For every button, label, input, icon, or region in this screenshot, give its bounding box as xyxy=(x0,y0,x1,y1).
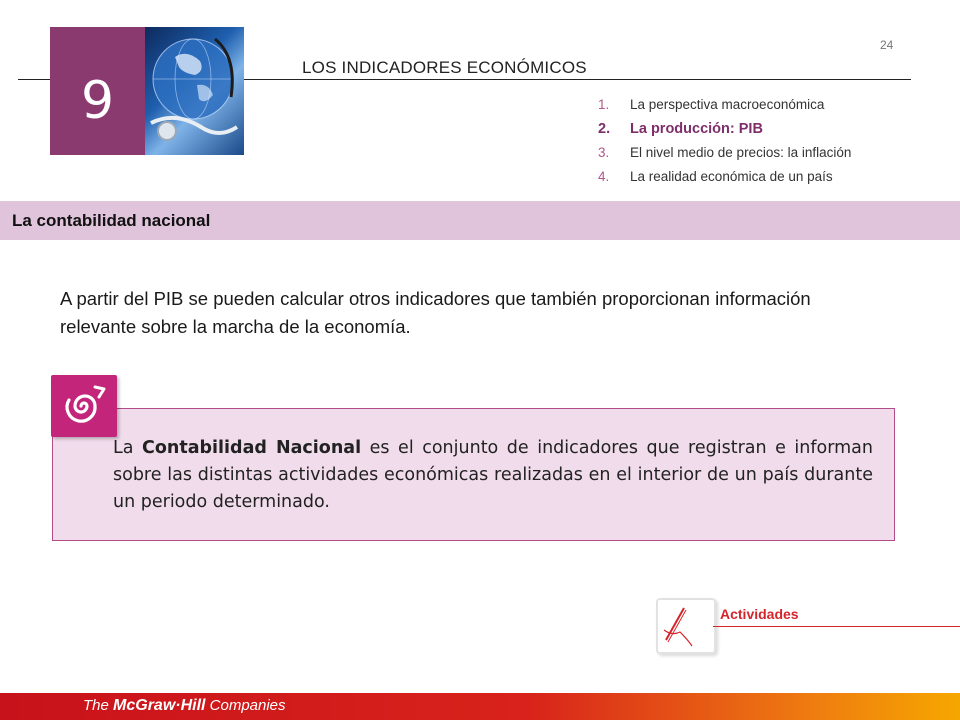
activities-link[interactable]: Actividades xyxy=(720,606,799,622)
definition-text xyxy=(113,435,873,516)
toc-item-4[interactable] xyxy=(598,166,851,190)
toc-number: 1. xyxy=(598,97,610,112)
header-rule-right xyxy=(244,79,911,80)
globe-stethoscope-image xyxy=(145,27,244,155)
definition-term: Contabilidad Nacional xyxy=(142,438,362,458)
chapter-title: LOS INDICADORES ECONÓMICOS xyxy=(302,58,587,77)
brand-name: McGraw·Hill xyxy=(113,697,206,714)
brand-suffix: Companies xyxy=(205,697,286,714)
intro-paragraph: A partir del PIB se pueden calcular otros indicadores que también proporcionan información relevante sobre la marcha de la economía. xyxy=(60,288,811,337)
toc-item-2-active[interactable] xyxy=(598,118,851,142)
toc-number: 2. xyxy=(598,121,611,137)
toc-label: El nivel medio de precios: la inflación xyxy=(630,145,852,160)
definition-body: es el conjunto de indicadores que registran e informan sobre las distintas actividades económicas realizadas en el interior de un país durante un periodo determinado. xyxy=(113,438,873,512)
toc-item-1[interactable] xyxy=(598,94,851,118)
toc-label: La realidad económica de un país xyxy=(630,169,833,184)
chapter-number: 9 xyxy=(80,71,115,131)
activities-rule xyxy=(713,626,960,627)
page-number: 24 xyxy=(880,38,894,52)
toc-label: La perspectiva macroeconómica xyxy=(630,97,825,112)
toc-number: 4. xyxy=(598,169,610,184)
chapter-contents-list xyxy=(598,94,851,190)
section-title: La contabilidad nacional xyxy=(12,211,211,230)
brand-prefix: The xyxy=(83,697,114,714)
spiral-icon xyxy=(51,375,117,437)
globe-icon xyxy=(145,27,244,155)
definition-prefix: La xyxy=(113,438,143,458)
toc-item-3[interactable] xyxy=(598,142,851,166)
footer-bar xyxy=(0,693,960,720)
publisher-logo xyxy=(83,697,286,715)
chapter-badge xyxy=(50,27,145,155)
pencil-note-icon[interactable] xyxy=(656,598,716,654)
header-rule-left xyxy=(18,79,50,80)
toc-label: La producción: PIB xyxy=(630,121,763,137)
section-header-band xyxy=(0,201,960,240)
definition-box xyxy=(52,408,895,541)
toc-number: 3. xyxy=(598,145,610,160)
